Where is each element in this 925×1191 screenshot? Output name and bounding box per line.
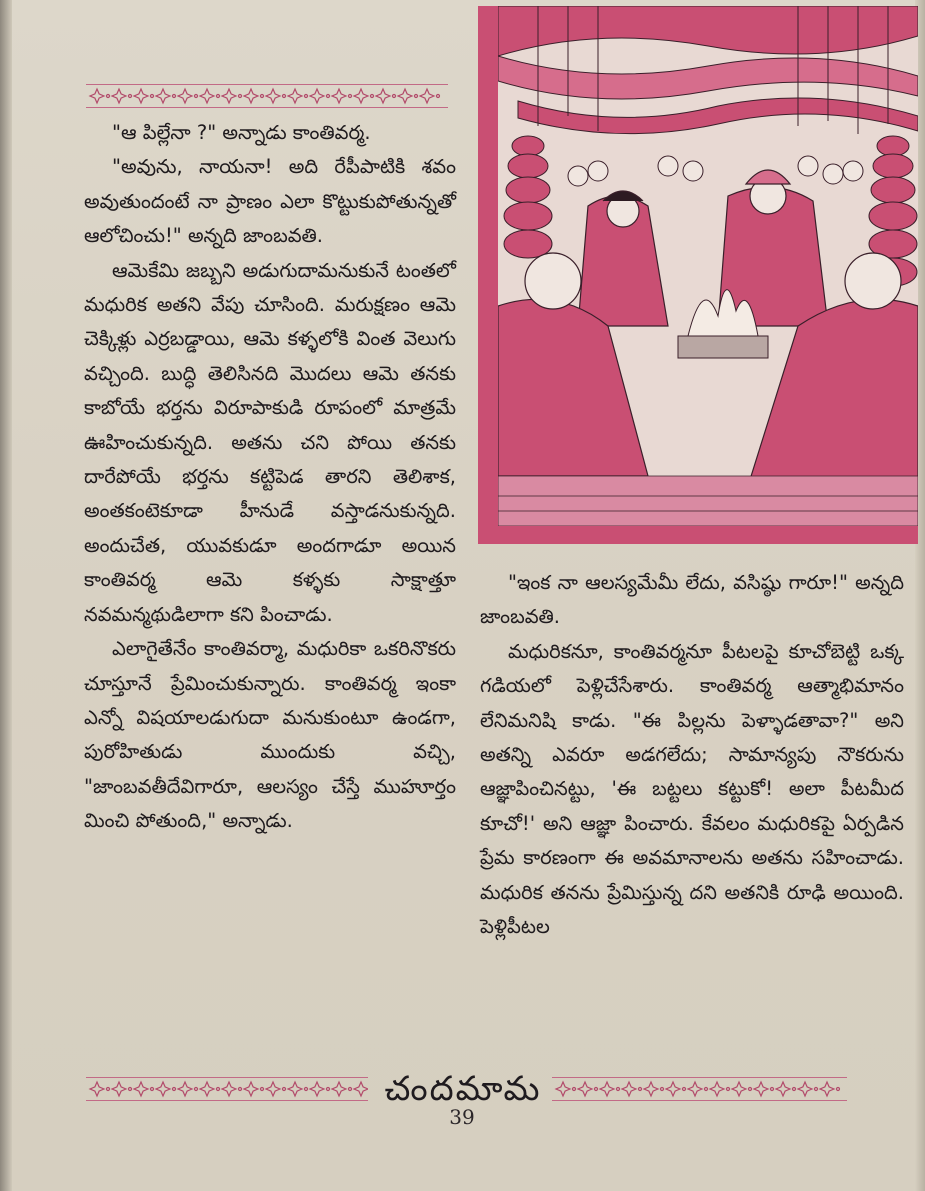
ornament-star: [688, 1082, 702, 1096]
ornament-star: [90, 1082, 104, 1096]
floor-pattern: [498, 476, 918, 526]
ornament-dot: [815, 1088, 818, 1091]
ornament-star: [600, 1082, 614, 1096]
ornament-dot: [261, 1088, 264, 1091]
ornament-dot: [327, 1088, 330, 1091]
ornament-dot: [195, 1088, 198, 1091]
ornament-star: [376, 89, 390, 103]
ornament-dot: [173, 95, 176, 98]
ornament-dot: [107, 1088, 110, 1091]
ornament-star: [222, 89, 236, 103]
ornament-star: [112, 1082, 126, 1096]
ornament-star: [112, 89, 126, 103]
ornament-dot: [749, 1088, 752, 1091]
ornament-star: [776, 1082, 790, 1096]
ornament-dot: [837, 1088, 840, 1091]
ornament-dot: [349, 95, 352, 98]
ornament-dot: [639, 1088, 642, 1091]
ornament-star: [420, 89, 434, 103]
ornament-star: [288, 1082, 302, 1096]
ornament-star: [644, 1082, 658, 1096]
left-text-column: [84, 116, 456, 839]
ornament-star: [222, 1082, 236, 1096]
ornament-dot: [437, 95, 440, 98]
ornament-star: [622, 1082, 636, 1096]
footer-ornament-right: [552, 1077, 847, 1101]
ornament-dot: [727, 1088, 730, 1091]
ornament-star: [266, 1082, 280, 1096]
ornament-star: [710, 1082, 724, 1096]
top-ornament-border: [86, 84, 448, 108]
paragraph-3: ఆమెకేమి జబ్బని అడుగుదామనుకునే టంతలో మధురిక అతని వేపు చూసింది. మరుక్షణం ఆమె చెక్కిళ్లు ఎర్రబడ్డాయి, ఆమె కళ్ళలోకి వింత వెలుగు వచ్చింది. బుద్ధి తెలిసినది మొదలు ఆమె తనకు కాబోయే భర్తను విరూపాకుడి రూపంలో మాత్రమే ఊహించుకున్నది. అతను చని పోయి తనకు దారేపోయే భర్తను కట్టిపెడ తారని తెలిశాక, అంతకంటెకూడా హీనుడే వస్తాడనుకున్నది. అందుచేత, యువకుడూ అందగాడూ అయిన కాంతివర్మ ఆమె కళ్ళకు సాక్షాత్తూ నవమన్మథుడిలాగా కని పించాడు.: [84, 258, 456, 626]
ornament-star: [310, 89, 324, 103]
ornament-star: [90, 89, 104, 103]
ornament-star: [310, 1082, 324, 1096]
ornament-star: [200, 89, 214, 103]
ornament-dot: [283, 1088, 286, 1091]
magazine-title: చందమామ: [384, 1069, 542, 1109]
ornament-dot: [705, 1088, 708, 1091]
ornament-dot: [683, 1088, 686, 1091]
ornament-star: [332, 89, 346, 103]
paragraph-4: ఎలాగైతేనేం కాంతివర్మా, మధురికా ఒకరినొకరు చూస్తూనే ప్రేమించుకున్నారు. కాంతివర్మ ఇంకా ఎన్నో విషయాలడుగుదా మనుకుంటూ ఉండగా, పురోహితుడు ముందుకు వచ్చి, "జాంబవతీదేవిగారూ, ఆలస్యం చేస్తే ముహూర్తం మించి పోతుంది," అన్నాడు.: [84, 637, 456, 833]
footer-ornament-left: [86, 1077, 368, 1101]
ornament-dot: [261, 95, 264, 98]
paragraph-5: "ఇంక నా ఆలస్యమేమీ లేదు, వసిష్ఠు గారూ!" అన్నది జాంబవతి.: [480, 571, 904, 629]
ornament-dot: [595, 1088, 598, 1091]
paragraph-2: "అవును, నాయనా! అది రేపీపాటికి శవం అవుతుందంటే నా ప్రాణం ఎలా కొట్టుకుపోతున్నతో ఆలోచించు!" అన్నది జాంబవతి.: [84, 155, 456, 248]
page-number: 39: [449, 1105, 475, 1129]
ornament-dot: [349, 1088, 352, 1091]
ornament-star: [200, 1082, 214, 1096]
ornament-star: [156, 1082, 170, 1096]
ornament-dot: [573, 1088, 576, 1091]
ornament-star: [754, 1082, 768, 1096]
ornament-dot: [195, 95, 198, 98]
ornament-dot: [305, 95, 308, 98]
ornament-star: [288, 89, 302, 103]
ornament-star: [820, 1082, 834, 1096]
ornament-star: [134, 89, 148, 103]
paragraph-6: మధురికనూ, కాంతివర్మనూ పీటలపై కూచోబెట్టి ఒక్క గడియలో పెళ్లిచేసేశారు. కాంతివర్మ ఆత్మాభిమానం లేనిమనిషి కాడు. "ఈ పిల్లను పెళ్ళాడతావా?" అని అతన్ని ఎవరూ అడగలేదు; సామాన్యపు నౌకరును ఆజ్ఞాపించినట్టు, 'ఈ బట్టలు కట్టుకో! అలా పీటమీద కూచో!' అని ఆజ్ఞా పించారు. కేవలం మధురికపై ఏర్పడిన ప్రేమ కారణంగా ఈ అవమానాలను అతను సహించాడు. మధురిక తనను ప్రేమిస్తున్న దని అతనికి రూఢి అయింది. పెళ్లిపీటల: [480, 639, 904, 939]
ornament-dot: [217, 1088, 220, 1091]
ornament-dot: [305, 1088, 308, 1091]
ornament-pattern: [86, 85, 448, 107]
ornament-dot: [371, 95, 374, 98]
ornament-dot: [283, 95, 286, 98]
ornament-pattern: [552, 1078, 847, 1100]
ornament-star: [798, 1082, 812, 1096]
ornament-dot: [239, 1088, 242, 1091]
ornament-dot: [107, 95, 110, 98]
ornament-dot: [771, 1088, 774, 1091]
ornament-star: [266, 89, 280, 103]
ornament-star: [398, 89, 412, 103]
right-text-column: [480, 566, 904, 944]
ornament-star: [134, 1082, 148, 1096]
wedding-illustration: [478, 6, 918, 544]
ornament-star: [156, 89, 170, 103]
ornament-star: [666, 1082, 680, 1096]
ornament-star: [178, 89, 192, 103]
ornament-dot: [239, 95, 242, 98]
ornament-star: [178, 1082, 192, 1096]
ornament-star: [578, 1082, 592, 1096]
ornament-dot: [793, 1088, 796, 1091]
ornament-star: [354, 1082, 368, 1096]
ornament-dot: [173, 1088, 176, 1091]
page-edge-left: [0, 0, 12, 1191]
ornament-star: [732, 1082, 746, 1096]
ornament-pattern: [86, 1078, 368, 1100]
garland-canopy: [498, 6, 918, 134]
ornament-dot: [661, 1088, 664, 1091]
ornament-star: [244, 1082, 258, 1096]
ornament-dot: [129, 95, 132, 98]
ornament-star: [556, 1082, 570, 1096]
ornament-dot: [129, 1088, 132, 1091]
paragraph-1: "ఆ పిల్లేనా ?" అన్నాడు కాంతివర్మ.: [112, 121, 371, 144]
ornament-dot: [327, 95, 330, 98]
ornament-star: [332, 1082, 346, 1096]
ornament-dot: [617, 1088, 620, 1091]
wedding-scene-drawing: [498, 6, 918, 526]
ornament-star: [244, 89, 258, 103]
ornament-dot: [415, 95, 418, 98]
ornament-dot: [217, 95, 220, 98]
ornament-star: [354, 89, 368, 103]
ornament-dot: [151, 1088, 154, 1091]
ornament-dot: [151, 95, 154, 98]
ornament-dot: [393, 95, 396, 98]
